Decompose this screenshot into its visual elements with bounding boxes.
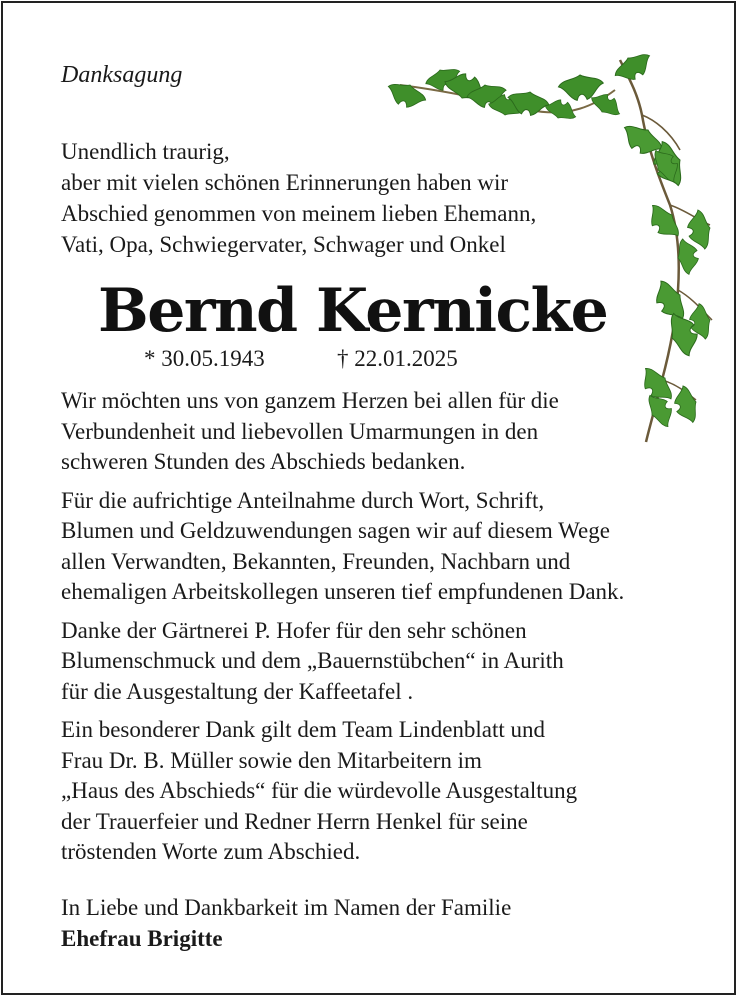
paragraph-line: tröstenden Worte zum Abschied. — [61, 839, 361, 864]
intro-line: Vati, Opa, Schwiegervater, Schwager und Onkel — [61, 232, 506, 257]
paragraph-line: Wir möchten uns von ganzem Herzen bei allen für die — [61, 388, 559, 413]
intro-line: Abschied genommen von meinem lieben Ehemann, — [61, 201, 537, 226]
paragraph-line: Verbundenheit und liebevollen Umarmungen in den — [61, 418, 539, 444]
paragraph-line: der Trauerfeier und Redner Herrn Henkel für seine — [61, 808, 528, 834]
deceased-name: Bernd Kernicke — [98, 276, 608, 346]
closing-block — [61, 893, 511, 954]
intro-line: Unendlich traurig, — [61, 139, 230, 164]
death-date: † 22.01.2025 — [337, 346, 458, 371]
birth-date: * 30.05.1943 — [144, 346, 265, 371]
ivy-vine-icon — [380, 20, 725, 450]
signature: Ehefrau Brigitte — [61, 925, 223, 951]
paragraph-line: Frau Dr. B. Müller sowie den Mitarbeitern im — [61, 747, 482, 773]
intro-line: aber mit vielen schönen Erinnerungen haben wir — [61, 170, 509, 195]
paragraph-line: ehemaligen Arbeitskollegen unseren tief empfundenen Dank. — [61, 579, 625, 604]
paragraph-line: Ein besonderer Dank gilt dem Team Lindenblatt und — [61, 717, 546, 742]
paragraph-line: „Haus des Abschieds“ für die würdevolle Ausgestaltung — [61, 778, 578, 803]
paragraph-line: für die Ausgestaltung der Kaffeetafel . — [61, 678, 414, 704]
paragraph-line: schweren Stunden des Abschieds bedanken. — [61, 449, 466, 474]
paragraph-line: Danke der Gärtnerei P. Hofer für den sehr schönen — [61, 617, 527, 643]
closing-line: In Liebe und Dankbarkeit im Namen der Familie — [61, 895, 512, 920]
paragraph-line: Für die aufrichtige Anteilnahme durch Wort, Schrift, — [61, 487, 545, 513]
paragraph-line: Blumen und Geldzuwendungen sagen wir auf diesem Wege — [61, 518, 610, 543]
paragraph — [61, 616, 624, 708]
paragraph — [61, 486, 624, 608]
paragraph-line: allen Verwandten, Bekannten, Freunden, Nachbarn und — [61, 548, 571, 574]
thanks-paragraphs — [61, 386, 624, 876]
paragraph-line: Blumenschmuck und dem „Bauernstübchen“ in Aurith — [61, 648, 564, 673]
paragraph — [61, 715, 624, 868]
heading: Danksagung — [61, 62, 183, 88]
